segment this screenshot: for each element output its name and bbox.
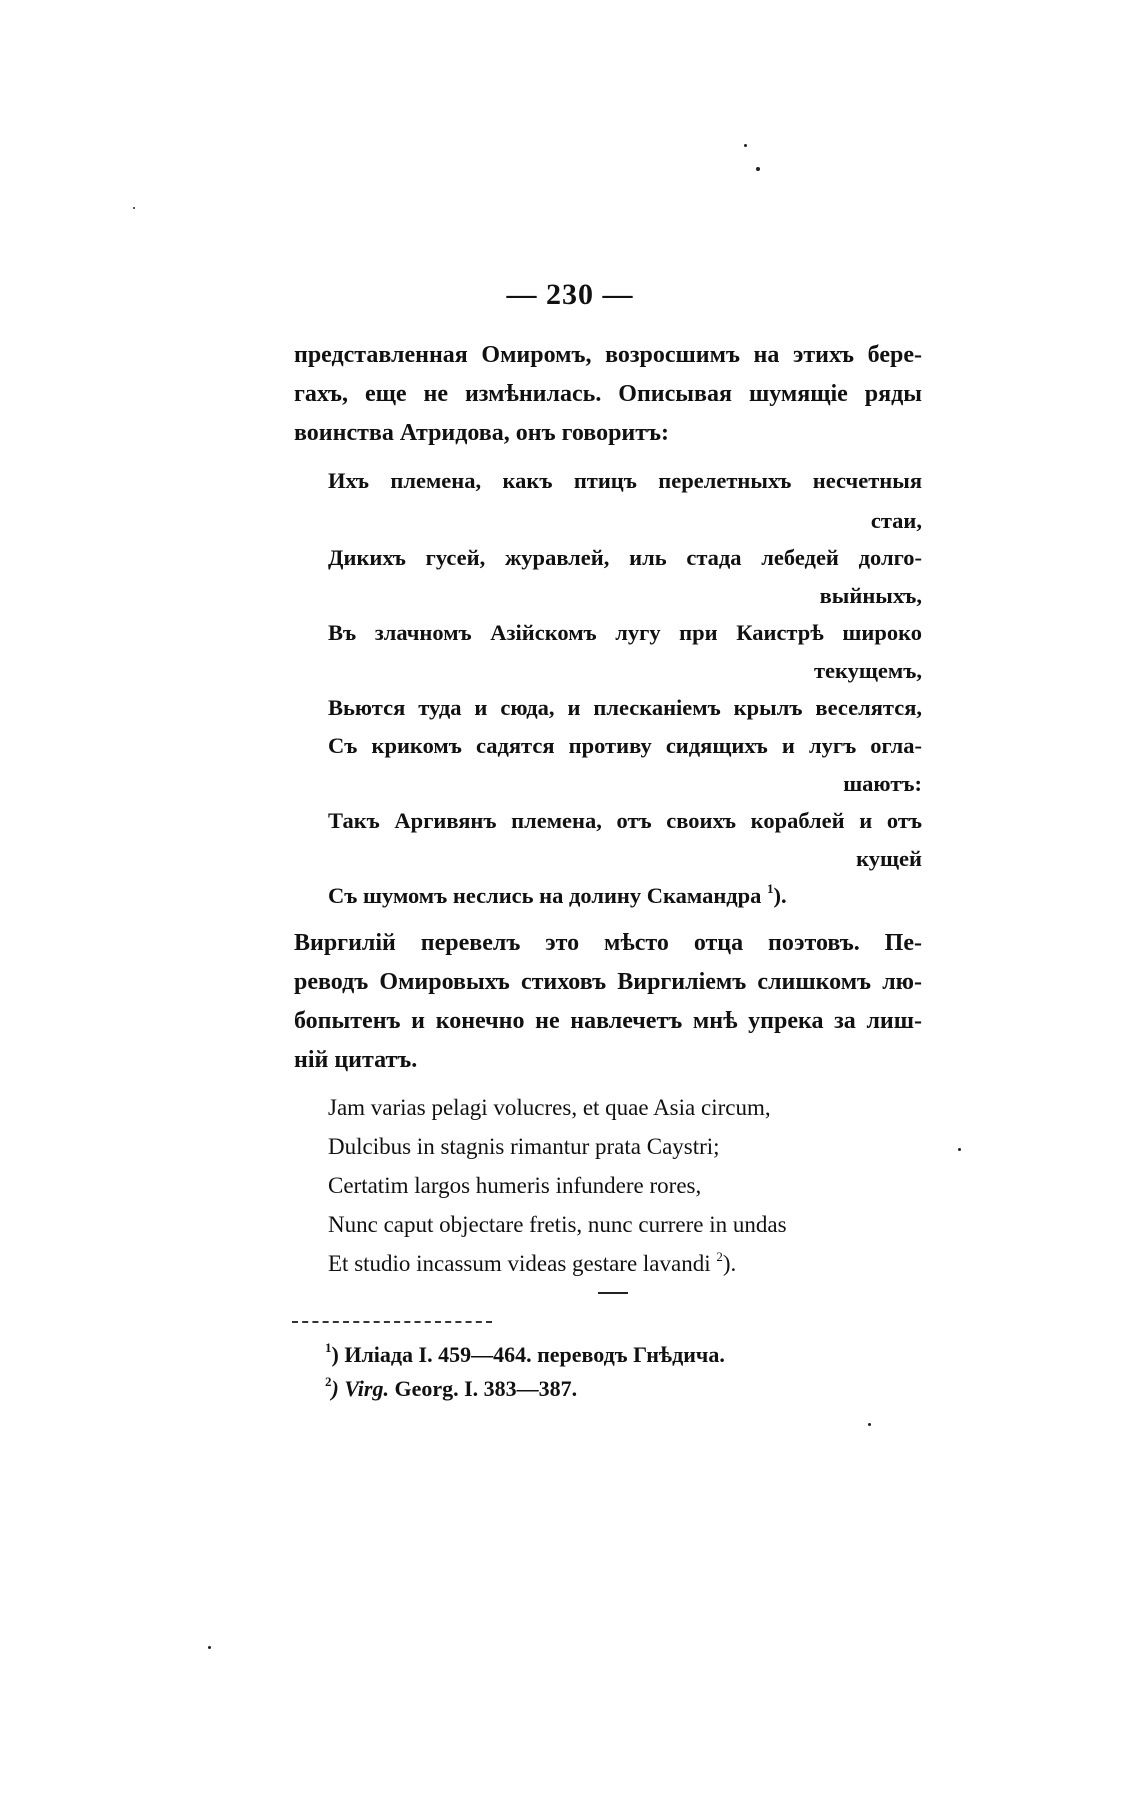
verse-tail: ).: [773, 883, 787, 908]
intro-line: представленная Омиромъ, возросшимъ на этихъ бере-: [294, 342, 922, 368]
verse-line: Съ крикомъ садятся противу сидящихъ и лугъ огла-: [328, 733, 922, 758]
scan-speck: [756, 167, 760, 171]
middle-line: Виргилій перевелъ это мѣсто отца поэтовъ. Пе-: [294, 930, 922, 956]
page-number: — 230 —: [506, 278, 634, 311]
middle-paragraph: [294, 924, 922, 1080]
footnote-text-italic: ) Virg.: [331, 1376, 389, 1401]
verse-continuation: кущей: [856, 846, 922, 871]
footnote-1: [325, 1342, 725, 1368]
latin-line-last: [328, 1251, 736, 1277]
scan-speck: [958, 1148, 961, 1151]
latin-text: Et studio incassum videas gestare lavandi: [328, 1251, 711, 1276]
footnote-2: [325, 1376, 577, 1402]
scan-speck: [744, 144, 747, 147]
verse-continuation: текущемъ,: [814, 658, 922, 683]
verse-continuation: выйныхъ,: [819, 583, 922, 608]
latin-line: Certatim largos humeris infundere rores,: [328, 1173, 702, 1198]
intro-line: воинства Атридова, онъ говоритъ:: [294, 420, 670, 446]
verse-line-last: [328, 883, 922, 909]
footnote-text: Georg. I. 383—387.: [388, 1376, 578, 1401]
scan-speck: [208, 1646, 211, 1649]
verse-continuation: шаютъ:: [843, 771, 922, 796]
section-rule: [598, 1292, 628, 1294]
latin-tail: ).: [722, 1251, 737, 1276]
verse-line: Ихъ племена, какъ птицъ перелетныхъ несчетныя: [328, 468, 922, 493]
scan-speck: [868, 1423, 871, 1426]
scan-speck: [133, 207, 135, 209]
intro-paragraph: [294, 336, 922, 453]
verse-continuation: стаи,: [870, 508, 922, 533]
footnote-text: ) Иліада I. 459—464. переводъ Гнѣдича.: [331, 1342, 725, 1367]
intro-line: гахъ, еще не измѣнилась. Описывая шумящіе ряды: [294, 381, 922, 407]
footnote-mark: 1: [325, 1340, 332, 1355]
verse-line: Въ злачномъ Азійскомъ лугу при Каистрѣ широко: [328, 620, 922, 645]
footnote-rule: [292, 1321, 492, 1324]
middle-line: реводъ Омировыхъ стиховъ Виргиліемъ слишкомъ лю-: [294, 969, 922, 995]
footnote-mark: 2: [325, 1374, 332, 1389]
middle-line: бопытенъ и конечно не навлечетъ мнѣ упрека за лиш-: [294, 1008, 922, 1034]
verse-line: Такъ Аргивянъ племена, отъ своихъ кораблей и отъ: [328, 808, 922, 833]
footnote-ref: 1: [767, 881, 774, 896]
latin-line: Jam varias pelagi volucres, et quae Asia circum,: [328, 1095, 771, 1120]
footnote-ref: 2: [716, 1249, 723, 1264]
verse-line: Вьются туда и сюда, и плесканіемъ крылъ веселятся,: [328, 695, 922, 720]
latin-line: Nunc caput objectare fretis, nunc currere in undas: [328, 1212, 787, 1237]
middle-line: ній цитатъ.: [294, 1047, 418, 1073]
verse-text: Съ шумомъ неслись на долину Скамандра: [328, 883, 762, 908]
latin-line: Dulcibus in stagnis rimantur prata Caystri;: [328, 1134, 720, 1159]
verse-line: Дикихъ гусей, журавлей, иль стада лебедей долго-: [328, 545, 922, 570]
